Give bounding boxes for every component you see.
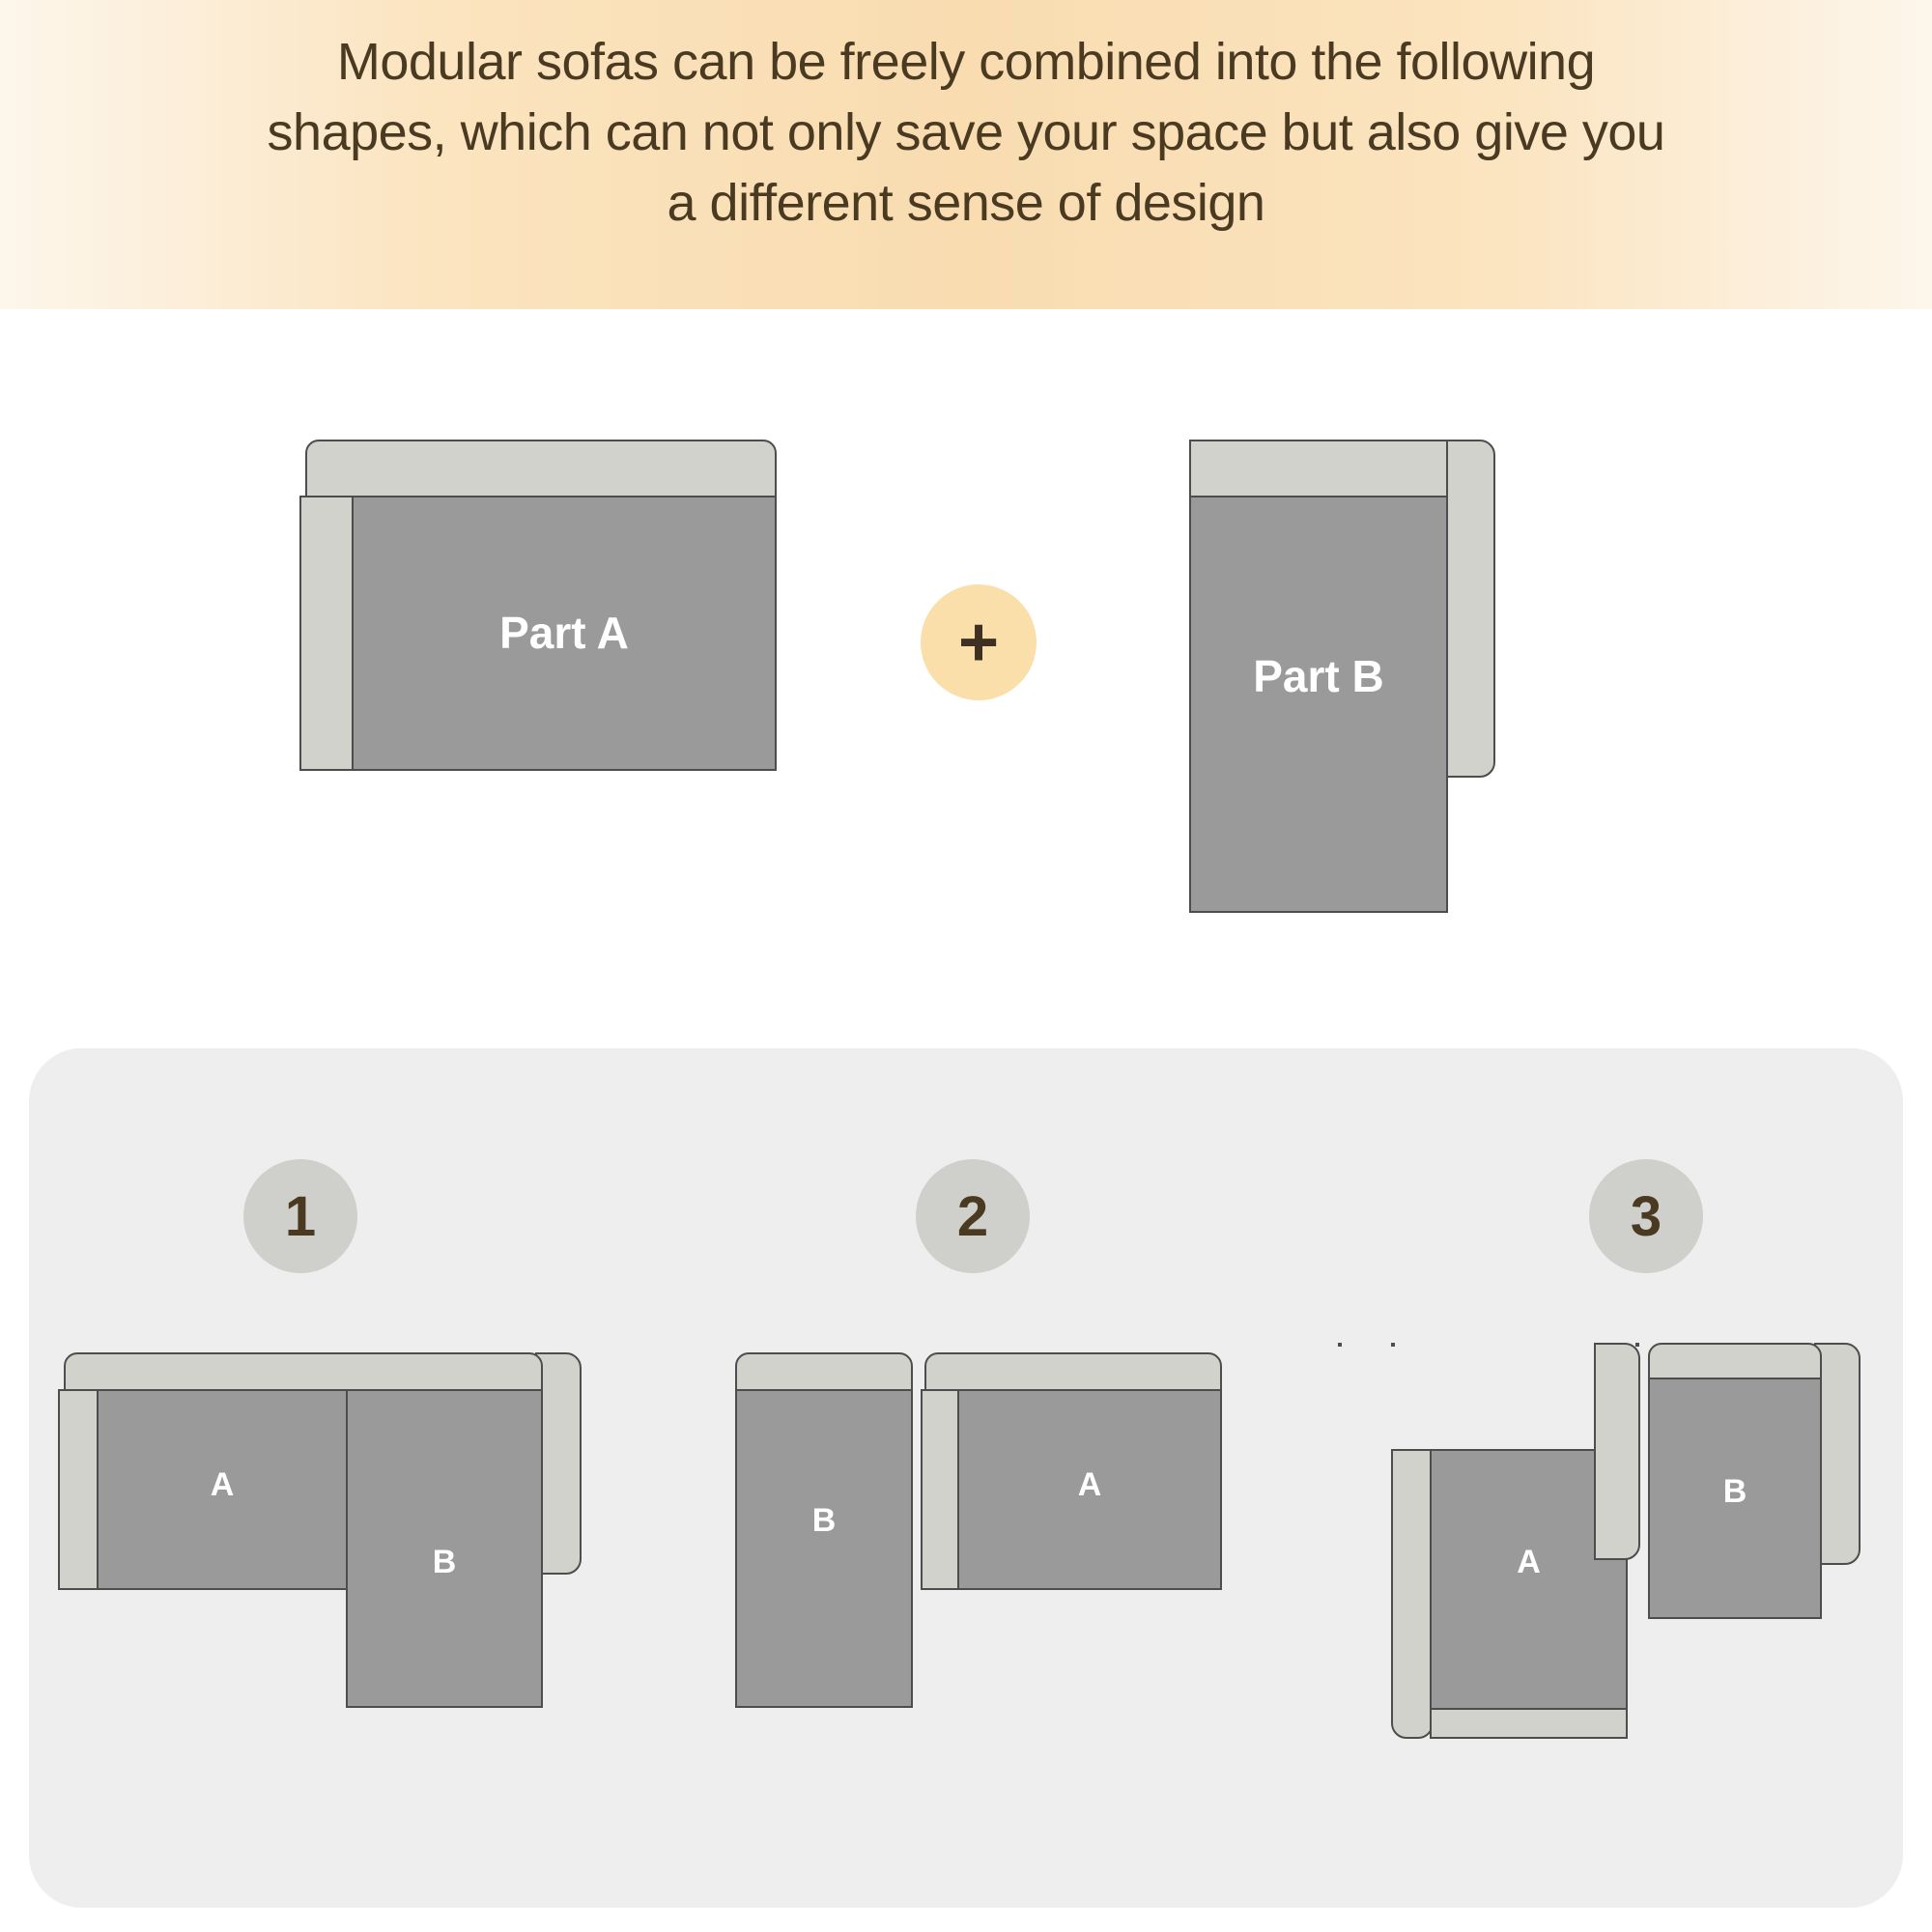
config-2-a-label: A — [1077, 1466, 1102, 1503]
config-1-a-label: A — [210, 1466, 235, 1503]
plus-badge — [921, 584, 1037, 700]
config-2-a-left-arm — [921, 1389, 959, 1590]
config-2-a-backrest — [924, 1352, 1222, 1393]
config-2-number-badge — [916, 1159, 1030, 1273]
header-line-1: Modular sofas can be freely combined into the following — [336, 33, 1596, 91]
header-line-3: a different sense of design — [667, 173, 1265, 232]
header-line-2: shapes, which can not only save your space but also give you — [267, 102, 1665, 161]
config-2-b-seat — [735, 1389, 913, 1708]
config-2-b-backrest — [735, 1352, 913, 1393]
config-1-diagram — [58, 1352, 580, 1700]
plus-symbol: + — [957, 604, 1000, 681]
config-3-b-backrest-top — [1338, 1343, 1342, 1347]
config-3-b-right-arm — [1594, 1343, 1640, 1560]
config-2-diagram — [729, 1352, 1251, 1700]
config-1-b-label: B — [432, 1544, 457, 1580]
part-b-label: Part B — [1253, 651, 1384, 701]
config-1-b-seat — [346, 1389, 543, 1708]
config-3-a-left-arm — [1391, 1449, 1434, 1739]
config-1-a-left-arm — [58, 1389, 99, 1590]
config-3-b-module — [1642, 1343, 1893, 1633]
config-3-number-badge — [1589, 1159, 1703, 1273]
config-3-number: 3 — [1630, 1184, 1662, 1248]
config-3-a-label: A — [1517, 1544, 1541, 1580]
part-b-backrest — [1189, 440, 1448, 499]
part-b-seat — [1189, 496, 1448, 913]
header-banner — [0, 0, 1932, 309]
part-a-left-arm — [299, 496, 354, 771]
part-a-backrest — [305, 440, 777, 499]
config-3-a-footrest — [1430, 1708, 1628, 1739]
config-2-number: 2 — [956, 1184, 989, 1248]
part-a-diagram — [299, 440, 782, 778]
config-1-number: 1 — [284, 1184, 317, 1248]
config-1-number-badge — [243, 1159, 357, 1273]
config-3-b-top-strip — [1391, 1343, 1395, 1347]
header-text — [116, 27, 1816, 239]
config-1-backrest — [64, 1352, 543, 1393]
part-a-label: Part A — [499, 608, 629, 658]
part-b-diagram — [1183, 440, 1521, 923]
config-3-b-label: B — [1722, 1473, 1747, 1510]
config-3-b-backrest — [1635, 1343, 1639, 1347]
config-1-a-seat — [97, 1389, 348, 1590]
config-2-a-seat — [957, 1389, 1222, 1590]
config-3-b-backrest-strip — [1648, 1343, 1822, 1381]
config-3-b-seat — [1648, 1378, 1822, 1619]
part-a-seat — [352, 496, 777, 771]
config-2-b-label: B — [811, 1502, 837, 1539]
